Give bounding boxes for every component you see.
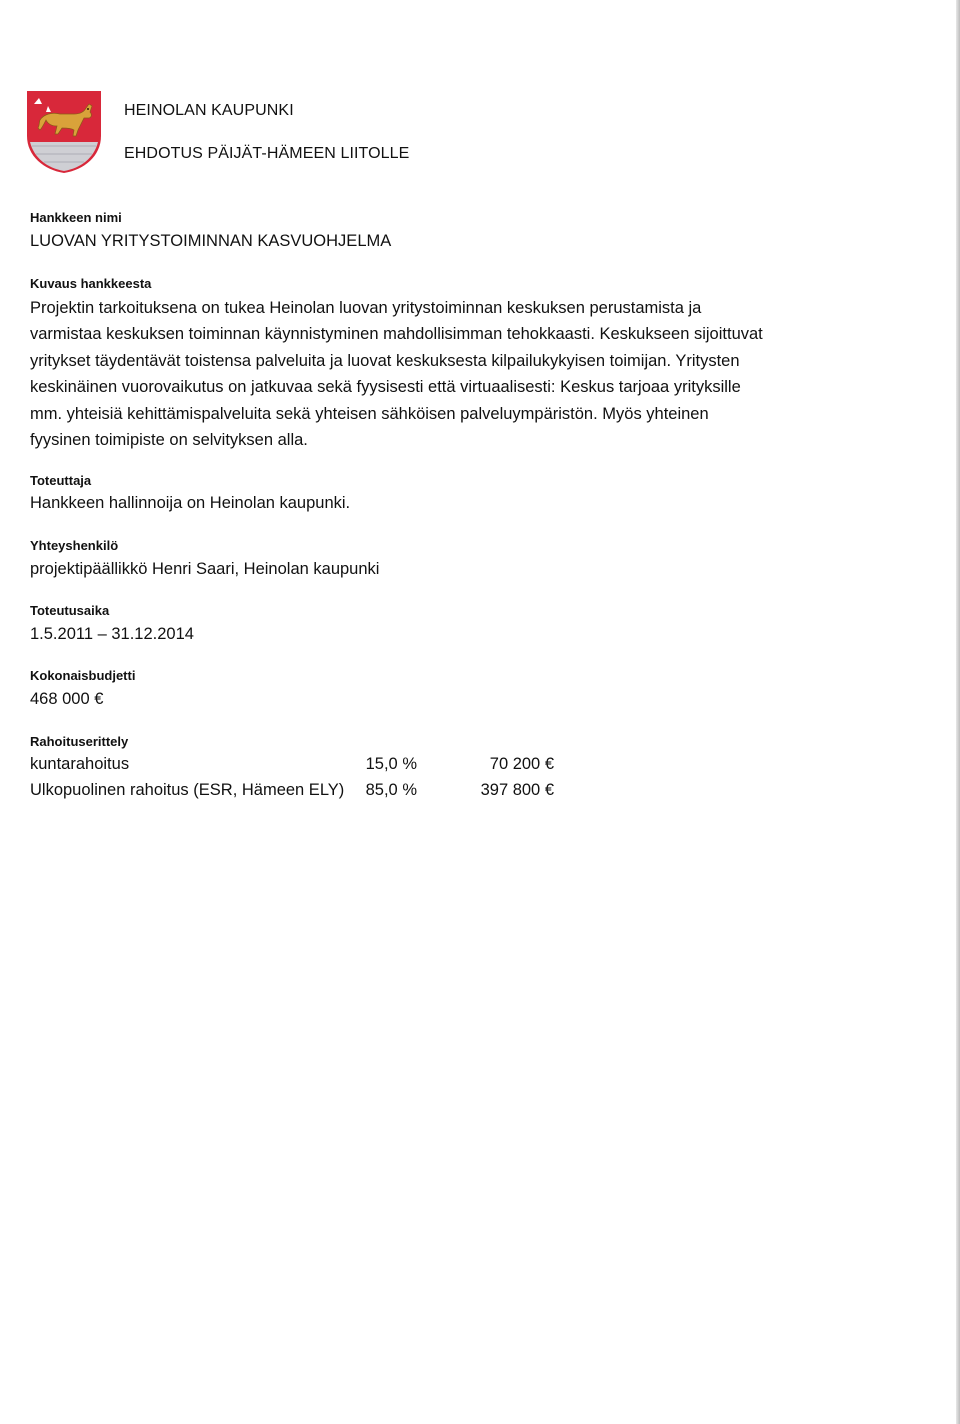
- funding-label: Rahoituserittely: [30, 734, 129, 749]
- description-text: [30, 295, 820, 453]
- budget-label: Kokonaisbudjetti: [30, 668, 136, 683]
- funding-source: Ulkopuolinen rahoitus (ESR, Hämeen ELY): [30, 781, 345, 799]
- duration-value: 1.5.2011 – 31.12.2014: [30, 625, 194, 643]
- funding-row: [30, 781, 570, 805]
- project-name-value: LUOVAN YRITYSTOIMINNAN KASVUOHJELMA: [30, 232, 392, 250]
- description-line: keskinäinen vuorovaikutus on jatkuvaa sekä fyysisesti että virtuaalisesti: Keskus tarjoaa yrityksille: [30, 378, 741, 397]
- funding-source: kuntarahoitus: [30, 755, 130, 773]
- description-line: yritykset täydentävät toistensa palveluita ja luovat keskuksesta kilpailukykyisen toimijan. Yritysten: [30, 351, 740, 370]
- duration-label: Toteutusaika: [30, 603, 110, 618]
- heinola-coat-of-arms-logo: [26, 90, 102, 174]
- funding-percent: 15,0 %: [365, 755, 417, 773]
- implementer-value: Hankkeen hallinnoija on Heinolan kaupunki.: [30, 494, 351, 512]
- implementer-label: Toteuttaja: [30, 473, 92, 488]
- description-line: fyysinen toimipiste on selvityksen alla.: [30, 431, 308, 450]
- description-line: mm. yhteisiä kehittämispalveluita sekä yhteisen sähköisen palveluympäristön. Myös yhteinen: [30, 404, 709, 423]
- description-line: Projektin tarkoituksena on tukea Heinolan luovan yritystoiminnan keskuksen perustamista ja: [30, 299, 702, 317]
- project-name-label: Hankkeen nimi: [30, 210, 122, 225]
- funding-amount: 70 200 €: [489, 755, 554, 773]
- page-edge-shadow: [956, 0, 960, 1424]
- funding-percent: 85,0 %: [365, 781, 417, 799]
- funding-amount: 397 800 €: [480, 781, 554, 799]
- description-line: varmistaa keskuksen toiminnan käynnistyminen mahdollisimman tehokkaasti. Keskukseen sijoittuvat: [30, 325, 763, 344]
- budget-value: 468 000 €: [30, 690, 104, 708]
- document-subtitle: EHDOTUS PÄIJÄT-HÄMEEN LIITOLLE: [124, 145, 410, 162]
- funding-row: [30, 755, 570, 779]
- contact-label: Yhteyshenkilö: [30, 538, 119, 553]
- city-name: HEINOLAN KAUPUNKI: [124, 102, 294, 119]
- description-label: Kuvaus hankkeesta: [30, 276, 152, 291]
- contact-value: projektipäällikkö Henri Saari, Heinolan kaupunki: [30, 560, 380, 578]
